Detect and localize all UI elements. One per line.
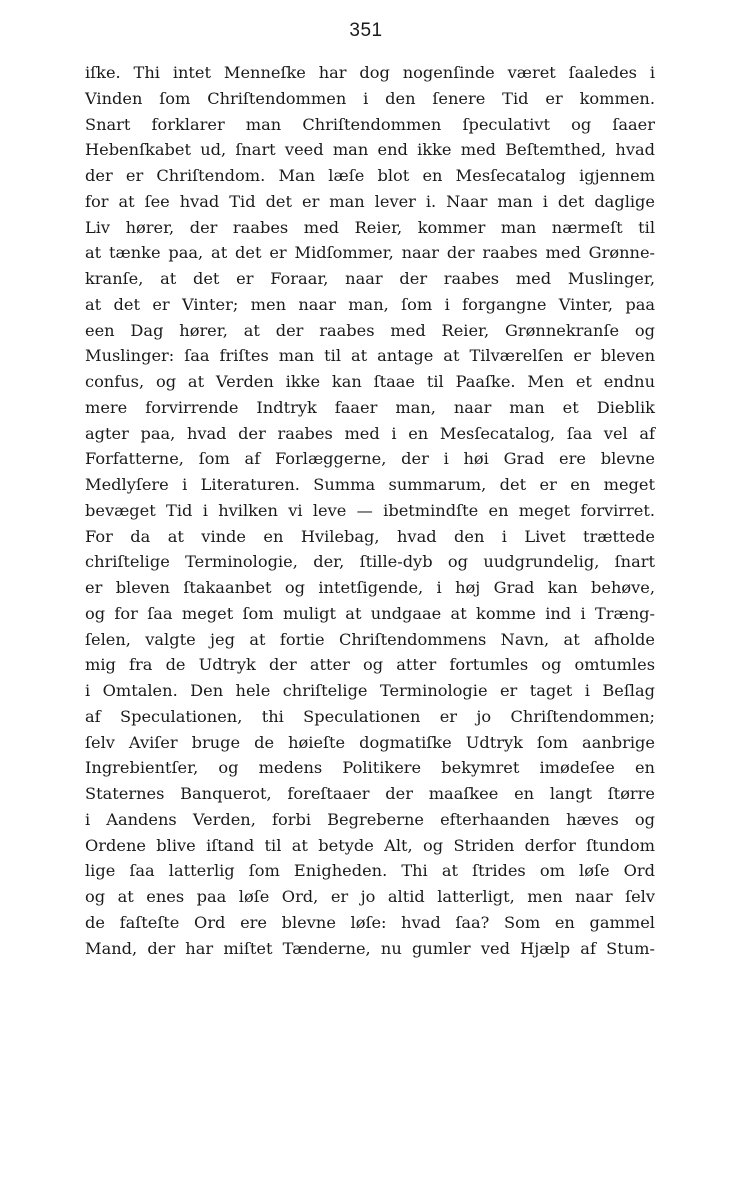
text-line: ſelv Aviſer bruge de høieſte dogmatiſke Udtryk ſom aanbrige — [85, 732, 655, 752]
text-line: af Speculationen, thi Speculationen er jo Chriſtendommen; — [85, 706, 655, 726]
text-line: Hebenſkabet ud, ſnart veed man end ikke med Beſtemthed, hvad — [85, 140, 655, 160]
text-line: confus, og at Verden ikke kan ſtaae til Paaſke. Men et endnu — [85, 372, 655, 391]
text-line: chriſtelige Terminologie, der, ſtille-dyb og uudgrundelig, ſnart — [85, 552, 655, 572]
text-line: Snart forklarer man Chriſtendommen ſpeculativt og ſaaer — [85, 114, 655, 134]
text-line: i Omtalen. Den hele chriſtelige Terminologie er taget i Beſlag — [85, 681, 655, 700]
text-line: mere forvirrende Indtryk faaer man, naar man et Dieblik — [85, 397, 655, 417]
text-line: mig fra de Udtryk der atter og atter fortumles og omtumles — [85, 655, 655, 675]
text-line: Staternes Banquerot, foreſtaaer der maaſkee en langt ſtørre — [85, 784, 655, 803]
text-line: og for ſaa meget ſom muligt at undgaae at komme ind i Træng- — [85, 603, 655, 623]
text-line: at tænke paa, at det er Midſommer, naar der raabes med Grønne- — [85, 243, 655, 263]
text-line: Mand, der har miſtet Tænderne, nu gumler ved Hjælp af Stum- — [85, 938, 655, 958]
page-number: 351 — [349, 20, 383, 41]
text-line: bevæget Tid i hvilken vi leve — ibetmindſte en meget forvirret. — [85, 500, 655, 520]
text-line: Ingrebientſer, og medens Politikere bekymret imødeſee en — [85, 758, 655, 778]
text-line: Ordene blive iſtand til at betyde Alt, og Striden derfor ſtundom — [85, 835, 655, 855]
text-line: i Aandens Verden, forbi Begreberne efterhaanden hæves og — [85, 809, 655, 829]
text-line: at det er Vinter; men naar man, ſom i forgangne Vinter, paa — [85, 294, 655, 314]
text-line: de faſteſte Ord ere blevne løſe: hvad ſaa? Som en gammel — [85, 912, 655, 932]
text-line: For da at vinde en Hvilebag, hvad den i Livet trættede — [85, 526, 655, 546]
text-line: og at enes paa løſe Ord, er jo altid latterligt, men naar ſelv — [85, 887, 655, 906]
text-line: ſelen, valgte jeg at fortie Chriſtendommens Navn, at afholde — [85, 629, 655, 649]
text-line: for at ſee hvad Tid det er man lever i. Naar man i det daglige — [85, 191, 655, 211]
text-line: Medlyſere i Literaturen. Summa summarum, det er en meget — [85, 475, 655, 494]
text-line: kranſe, at det er Foraar, naar der raabes med Muslinger, — [85, 269, 655, 288]
text-line: agter paa, hvad der raabes med i en Mesſecatalog, ſaa vel af — [85, 423, 655, 443]
text-line: Muslinger: ſaa friſtes man til at antage at Tilværelſen er bleven — [85, 346, 655, 366]
text-line: een Dag hører, at der raabes med Reier, Grønnekranſe og — [85, 320, 655, 340]
text-line: Vinden ſom Chriſtendommen i den ſenere Tid er kommen. — [85, 88, 655, 108]
text-line: lige ſaa latterlig ſom Enigheden. Thi at ſtrides om løſe Ord — [85, 861, 655, 881]
text-line: Forfatterne, ſom af Forlæggerne, der i høi Grad ere blevne — [85, 449, 655, 469]
text-line: Liv hører, der raabes med Reier, kommer man nærmeſt til — [85, 217, 655, 237]
text-line: iſke. Thi intet Menneſke har dog nogenſinde været ſaaledes i — [85, 63, 655, 82]
text-line: der er Chriſtendom. Man læſe blot en Mesſecatalog igjennem — [85, 166, 655, 185]
body-text — [85, 60, 655, 961]
text-line: er bleven ſtakaanbet og intetſigende, i høj Grad kan behøve, — [85, 578, 655, 597]
